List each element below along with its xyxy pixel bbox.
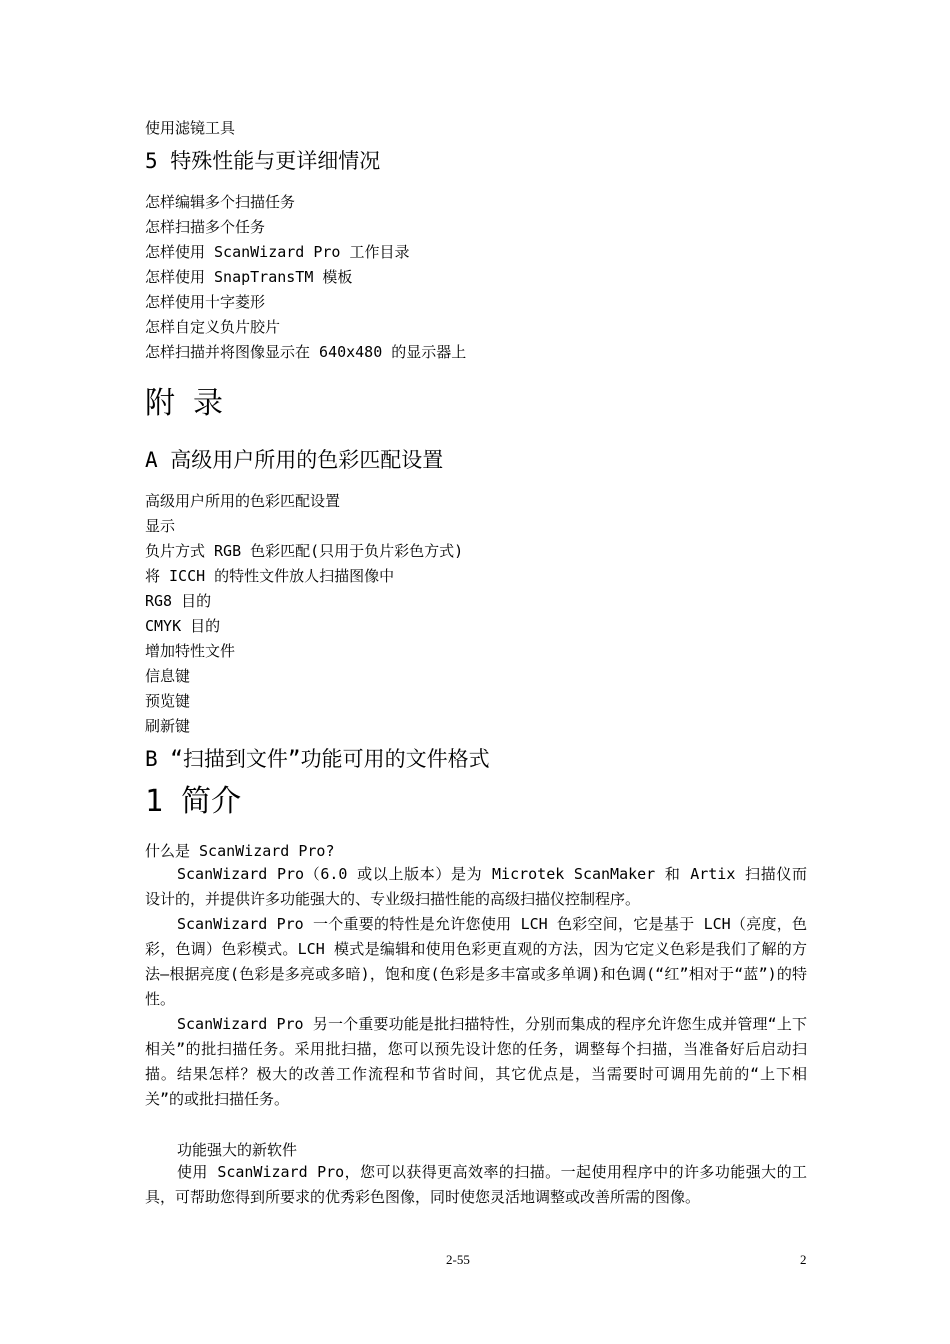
appendix-a-item: 刷新键 <box>145 717 191 735</box>
section-5-item: 怎样扫描多个任务 <box>145 218 266 236</box>
intro-paragraph-1: ScanWizard Pro（6.0 或以上版本）是为 Microtek ScanMaker 和 Artix 扫描仪而设计的，并提供许多功能强大的、专业级扫描性能的高级扫描仪控制程序。 <box>145 865 807 908</box>
intro-paragraph-2: ScanWizard Pro 一个重要的特性是允许您使用 LCH 色彩空间，它是基于 LCH（亮度，色彩，色调）色彩模式。LCH 模式是编辑和使用色彩更直观的方法，因为它定义色彩是我们了解的方法—根据亮度(色彩是多亮或多暗)，饱和度(色彩是多丰富或多单调)和色调(“红”相对于“蓝”)的特性。 <box>145 915 807 1008</box>
section-5-item: 怎样使用十字菱形 <box>145 293 266 311</box>
chapter-1-title: 1 简介 <box>145 784 242 819</box>
appendix-b-heading: B “扫描到文件”功能可用的文件格式 <box>145 747 490 771</box>
appendix-a-item: 高级用户所用的色彩匹配设置 <box>145 492 341 510</box>
appendix-a-item: 显示 <box>145 517 176 535</box>
appendix-a-item: 将 ICCH 的特性文件放人扫描图像中 <box>145 567 395 585</box>
page-number-center: 2-55 <box>446 1252 470 1267</box>
section-5-item: 怎样扫描并将图像显示在 640x480 的显示器上 <box>145 343 467 361</box>
section-5-item: 怎样使用 SnapTransTM 模板 <box>145 268 353 286</box>
appendix-a-item: 预览键 <box>145 692 191 710</box>
appendix-a-item: 增加特性文件 <box>145 642 236 660</box>
section-5-item: 怎样使用 ScanWizard Pro 工作目录 <box>145 243 410 261</box>
appendix-title: 附 录 <box>145 386 224 421</box>
appendix-a-heading: A 高级用户所用的色彩匹配设置 <box>145 448 444 472</box>
intro-paragraph-3: ScanWizard Pro 另一个重要功能是批扫描特性，分别而集成的程序允许您生成并管理“上下相关”的批扫描任务。采用批扫描，您可以预先设计您的任务，调整每个扫描，当准备好后启动扫描。结果怎样？极大的改善工作流程和节省时间，其它优点是，当需要时可调用先前的“上下相关”的或批扫描任务。 <box>145 1015 807 1108</box>
page-number-right: 2 <box>800 1252 807 1267</box>
intro-question: 什么是 ScanWizard Pro? <box>145 842 335 860</box>
toc-line-filter-tools: 使用滤镜工具 <box>145 119 236 137</box>
appendix-a-item: CMYK 目的 <box>145 617 221 635</box>
section-5-heading: 5 特殊性能与更详细情况 <box>145 149 381 173</box>
appendix-a-item: RG8 目的 <box>145 592 212 610</box>
section-5-item: 怎样自定义负片胶片 <box>145 318 281 336</box>
section-5-item: 怎样编辑多个扫描任务 <box>145 193 296 211</box>
appendix-a-item: 负片方式 RGB 色彩匹配(只用于负片彩色方式) <box>145 542 464 560</box>
intro-paragraph-4: 使用 ScanWizard Pro，您可以获得更高效率的扫描。一起使用程序中的许多功能强大的工具，可帮助您得到所要求的优秀彩色图像，同时使您灵活地调整或改善所需的图像。 <box>145 1163 807 1206</box>
subsection-heading: 功能强大的新软件 <box>177 1141 298 1159</box>
appendix-a-item: 信息键 <box>145 667 191 685</box>
